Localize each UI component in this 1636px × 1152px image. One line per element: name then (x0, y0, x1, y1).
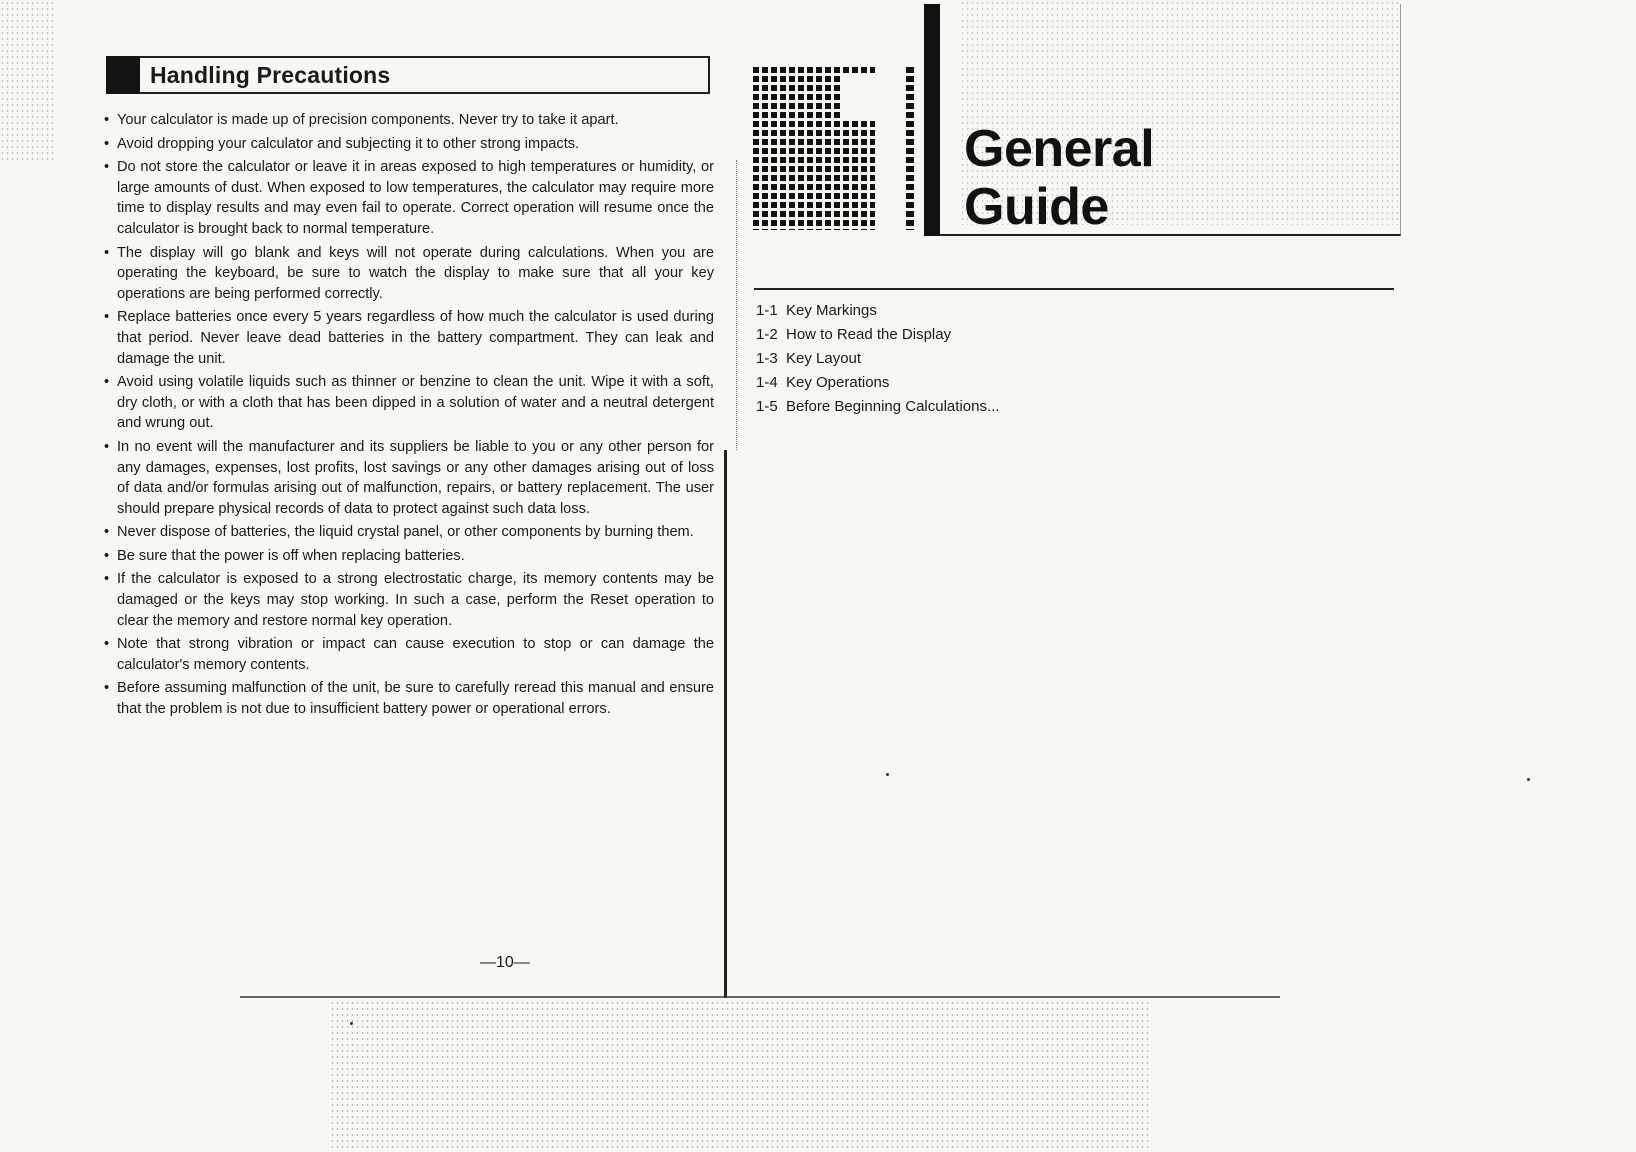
page-gutter-dotted (736, 160, 738, 450)
chapter-bar (924, 4, 940, 236)
precaution-item: • Do not store the calculator or leave it in areas exposed to high temperatures or humidity, or large amounts of dust. When exposed to low temperatures, the calculator may require more time to display results and may even fail to operate. Correct operation will resume once the calculator is brought back to normal temperature. (104, 157, 714, 239)
section-heading: Handling Precautions (150, 61, 391, 88)
toc-item[interactable] (756, 371, 999, 395)
toc-item-title: Key Markings (786, 302, 877, 319)
toc-divider (754, 288, 1394, 290)
toc-item-number: 1-3 (756, 350, 778, 367)
chapter-title-line-2: Guide (964, 178, 1109, 236)
toc-item-title: Key Layout (786, 350, 862, 367)
toc-item-number: 1-5 (756, 398, 778, 415)
precaution-item: • If the calculator is exposed to a strong electrostatic charge, its memory contents may be damaged or the keys may stop working. In such a case, perform the Reset operation to clear the memory and restore normal key operation. (104, 569, 714, 631)
page-gutter (724, 450, 727, 998)
toc-item-number: 1-2 (756, 326, 778, 343)
heading-marker (106, 56, 140, 94)
toc-item-number: 1-1 (756, 302, 778, 319)
chapter-title (964, 120, 1154, 236)
toc-item[interactable] (756, 347, 999, 371)
chapter-title-line-1: General (964, 120, 1155, 178)
toc-item[interactable] (756, 395, 999, 419)
precaution-item: • Avoid using volatile liquids such as thinner or benzine to clean the unit. Wipe it with a soft, dry cloth, or with a cloth that has been dipped in a solution of water and a neutral detergent and wrung out. (104, 372, 714, 434)
scan-noise-left-edge (0, 0, 55, 160)
scan-speck (1527, 778, 1530, 781)
precaution-item: • Avoid dropping your calculator and subjecting it to other strong impacts. (104, 134, 714, 155)
precaution-item: • Never dispose of batteries, the liquid crystal panel, or other components by burning them. (104, 522, 714, 543)
precautions-list (104, 110, 714, 723)
precaution-item: • In no event will the manufacturer and its suppliers be liable to you or any other person for any damages, expenses, lost profits, lost savings or any other damages arising out of loss of data and/or formulas arising out of malfunction, repairs, or battery replacement. The user should prepare physical records of data to protect against such data loss. (104, 437, 714, 519)
bottom-edge-rule (240, 996, 1280, 998)
precaution-item: • Before assuming malfunction of the unit, be sure to carefully reread this manual and ensure that the problem is not due to insufficient battery power or operational errors. (104, 678, 714, 719)
scan-speck (350, 1022, 353, 1025)
precaution-item: • Replace batteries once every 5 years regardless of how much the calculator is used during that period. Never leave dead batteries in the battery compartment. They can leak and damage the unit. (104, 307, 714, 369)
precaution-item: • Note that strong vibration or impact can cause execution to stop or can damage the calculator's memory contents. (104, 634, 714, 675)
precaution-item: • Be sure that the power is off when replacing batteries. (104, 546, 714, 567)
page-number: —10— (480, 954, 530, 971)
toc-item-title: Before Beginning Calculations... (786, 398, 1000, 415)
scan-noise-bottom (330, 1000, 1150, 1152)
toc-item[interactable] (756, 323, 999, 347)
left-page (100, 52, 715, 971)
section-heading-box (106, 56, 710, 94)
chapter-contents (756, 299, 999, 419)
precaution-item: • The display will go blank and keys will not operate during calculations. When you are operating the keyboard, be sure to watch the display to make sure that all your key operations are being performed correctly. (104, 243, 714, 305)
chapter-number-notch (842, 76, 876, 118)
toc-item-title: How to Read the Display (786, 326, 952, 343)
toc-item-number: 1-4 (756, 374, 778, 391)
precaution-item: • Your calculator is made up of precision components. Never try to take it apart. (104, 110, 714, 131)
scan-speck (886, 773, 889, 776)
toc-item-title: Key Operations (786, 374, 890, 391)
toc-item[interactable] (756, 299, 999, 323)
chapter-number-column (906, 64, 914, 230)
